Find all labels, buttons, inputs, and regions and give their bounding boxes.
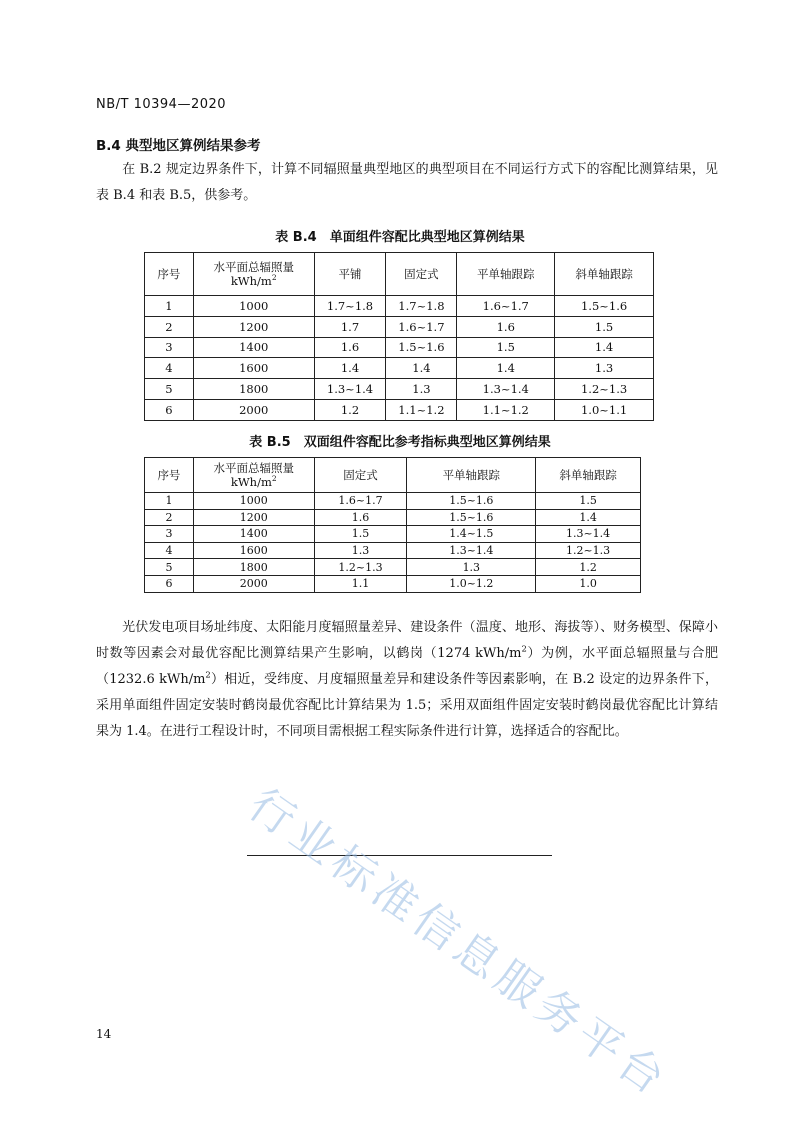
table-b4-cell: 1.2 xyxy=(314,399,386,420)
table-b4-cell: 1.3~1.4 xyxy=(457,379,555,400)
table-b5-cell: 1.5~1.6 xyxy=(407,493,536,510)
table-b4-cell: 5 xyxy=(145,379,194,400)
page-number: 14 xyxy=(96,1027,112,1041)
analysis-text-3: ）相近，受纬度、月度辐照量差异和建设条件等因素影响，在 B.2 设定的边界条件下，采用单面组件固定安装时鹤岗最优容配比计算结果为 1.5；采用双面组件固定安装时鹤岗最优容配比计算结果为 1.4。在进行工程设计时，不同项目需根据工程实际条件进行计算，选择适合的容配比。 xyxy=(96,672,718,739)
table-b4-cell: 1.3 xyxy=(386,379,457,400)
table-b4-cell: 1.4 xyxy=(555,337,654,358)
table-b4-cell: 1.1~1.2 xyxy=(457,399,555,420)
table-b5-header-hsat: 平单轴跟踪 xyxy=(407,458,536,493)
table-b4-header-irradiation xyxy=(193,253,314,296)
table-b5-cell: 1.2~1.3 xyxy=(314,559,407,576)
table-b4-header-isat: 斜单轴跟踪 xyxy=(555,253,654,296)
table-b4-cell: 1.7 xyxy=(314,316,386,337)
table-b5-header-isat: 斜单轴跟踪 xyxy=(536,458,641,493)
table-b4 xyxy=(144,252,654,421)
analysis-text-1: 光伏发电项目场址纬度、太阳能月度辐照量差异、建设条件（温度、地形、海拔等）、财务模型、保障小时数等因素会对最优容配比测算结果产生影响，以鹤岗（1274 kWh/m xyxy=(96,620,718,661)
table-b4-cell: 1800 xyxy=(193,379,314,400)
table-b5-caption: 表 B.5 双面组件容配比参考指标典型地区算例结果 xyxy=(249,435,551,450)
table-b5-cell: 1.1 xyxy=(314,575,407,592)
table-b5-row xyxy=(145,542,641,559)
analysis-text-2: ）为例，水平面总辐照量与合肥（1232.6 kWh/m xyxy=(96,646,718,687)
table-b5-cell: 1.2 xyxy=(536,559,641,576)
analysis-paragraph xyxy=(96,615,718,745)
table-b5-row xyxy=(145,509,641,526)
table-b5-cell: 1.3 xyxy=(314,542,407,559)
table-b5-cell: 1.6~1.7 xyxy=(314,493,407,510)
watermark: 行业标准信息服务平台 xyxy=(239,779,679,1108)
table-b5-row xyxy=(145,493,641,510)
table-b4-header-hsat: 平单轴跟踪 xyxy=(457,253,555,296)
table-b4-header-row xyxy=(145,253,654,296)
table-b4-cell: 1.7~1.8 xyxy=(386,296,457,317)
table-b4-cell: 1.1~1.2 xyxy=(386,399,457,420)
table-b5-cell: 5 xyxy=(145,559,194,576)
table-b5-cell: 1200 xyxy=(193,509,314,526)
table-b4-row xyxy=(145,358,654,379)
intro-paragraph-text: 在 B.2 规定边界条件下，计算不同辐照量典型地区的典型项目在不同运行方式下的容配比测算结果，见表 B.4 和表 B.5，供参考。 xyxy=(96,162,718,203)
table-b5-row xyxy=(145,575,641,592)
table-b5-cell: 1.5~1.6 xyxy=(407,509,536,526)
table-b4-cell: 2 xyxy=(145,316,194,337)
table-b4-row xyxy=(145,379,654,400)
table-b4-header-irradiation-line1: 水平面总辐照量 xyxy=(213,260,294,274)
table-b4-cell: 3 xyxy=(145,337,194,358)
table-b5-cell: 1.0~1.2 xyxy=(407,575,536,592)
table-b4-header-flat: 平铺 xyxy=(314,253,386,296)
analysis-sup-1: 2 xyxy=(521,643,527,654)
table-b5-cell: 4 xyxy=(145,542,194,559)
table-b4-cell: 1.5 xyxy=(555,316,654,337)
table-b5-row xyxy=(145,526,641,543)
table-b5-cell: 1.3~1.4 xyxy=(407,542,536,559)
table-b5-header-irradiation xyxy=(193,458,314,493)
table-b4-cell: 6 xyxy=(145,399,194,420)
table-b4-cell: 1.4 xyxy=(457,358,555,379)
table-b5-cell: 1800 xyxy=(193,559,314,576)
table-b4-row xyxy=(145,296,654,317)
table-b4-cell: 1.5 xyxy=(457,337,555,358)
table-b4-cell: 1600 xyxy=(193,358,314,379)
table-b5-cell: 1600 xyxy=(193,542,314,559)
table-b4-caption: 表 B.4 单面组件容配比典型地区算例结果 xyxy=(275,230,525,245)
table-b5-cell: 1 xyxy=(145,493,194,510)
table-b5-cell: 1.6 xyxy=(314,509,407,526)
table-b5-header-irradiation-sup: 2 xyxy=(271,474,277,484)
table-b5-header-row xyxy=(145,458,641,493)
table-b5-cell: 1.3~1.4 xyxy=(536,526,641,543)
table-b4-cell: 1.6 xyxy=(314,337,386,358)
table-b4-cell: 1.6~1.7 xyxy=(457,296,555,317)
table-b5-header-fixed: 固定式 xyxy=(314,458,407,493)
table-b5-cell: 1.3 xyxy=(407,559,536,576)
standard-code: NB/T 10394—2020 xyxy=(96,97,227,112)
table-b5-cell: 1.0 xyxy=(536,575,641,592)
table-b4-cell: 1200 xyxy=(193,316,314,337)
intro-paragraph xyxy=(96,157,718,209)
table-b5-cell: 1.5 xyxy=(314,526,407,543)
table-b5-header-seq: 序号 xyxy=(145,458,194,493)
table-b4-header-seq: 序号 xyxy=(145,253,194,296)
table-b5-header-irradiation-unit: kWh/m xyxy=(230,475,272,489)
table-b4-header-irradiation-sup: 2 xyxy=(271,273,277,283)
table-b4-header-fixed: 固定式 xyxy=(386,253,457,296)
table-b5-cell: 3 xyxy=(145,526,194,543)
table-b4-cell: 1.6 xyxy=(457,316,555,337)
table-b5-cell: 1.4 xyxy=(536,509,641,526)
table-b4-cell: 1.0~1.1 xyxy=(555,399,654,420)
table-b5 xyxy=(144,457,641,593)
table-b5-cell: 2000 xyxy=(193,575,314,592)
table-b4-cell: 4 xyxy=(145,358,194,379)
table-b4-cell: 1000 xyxy=(193,296,314,317)
table-b4-cell: 2000 xyxy=(193,399,314,420)
table-b5-cell: 2 xyxy=(145,509,194,526)
analysis-sup-2: 2 xyxy=(205,669,211,680)
table-b4-row xyxy=(145,337,654,358)
table-b4-cell: 1.4 xyxy=(386,358,457,379)
table-b4-cell: 1400 xyxy=(193,337,314,358)
table-b4-cell: 1.5~1.6 xyxy=(555,296,654,317)
table-b4-cell: 1.6~1.7 xyxy=(386,316,457,337)
table-b5-cell: 1400 xyxy=(193,526,314,543)
table-b5-cell: 6 xyxy=(145,575,194,592)
table-b5-cell: 1.5 xyxy=(536,493,641,510)
table-b4-cell: 1.2~1.3 xyxy=(555,379,654,400)
table-b4-row xyxy=(145,399,654,420)
table-b4-cell: 1.4 xyxy=(314,358,386,379)
table-b4-cell: 1.3~1.4 xyxy=(314,379,386,400)
table-b5-header-irradiation-line1: 水平面总辐照量 xyxy=(213,461,294,475)
table-b4-cell: 1.3 xyxy=(555,358,654,379)
table-b5-cell: 1.4~1.5 xyxy=(407,526,536,543)
table-b4-row xyxy=(145,316,654,337)
table-b4-cell: 1.7~1.8 xyxy=(314,296,386,317)
table-b4-header-irradiation-unit: kWh/m xyxy=(230,274,272,288)
table-b4-cell: 1.5~1.6 xyxy=(386,337,457,358)
section-title: B.4 典型地区算例结果参考 xyxy=(96,138,261,154)
table-b4-cell: 1 xyxy=(145,296,194,317)
table-b5-cell: 1.2~1.3 xyxy=(536,542,641,559)
table-b5-cell: 1000 xyxy=(193,493,314,510)
table-b5-row xyxy=(145,559,641,576)
